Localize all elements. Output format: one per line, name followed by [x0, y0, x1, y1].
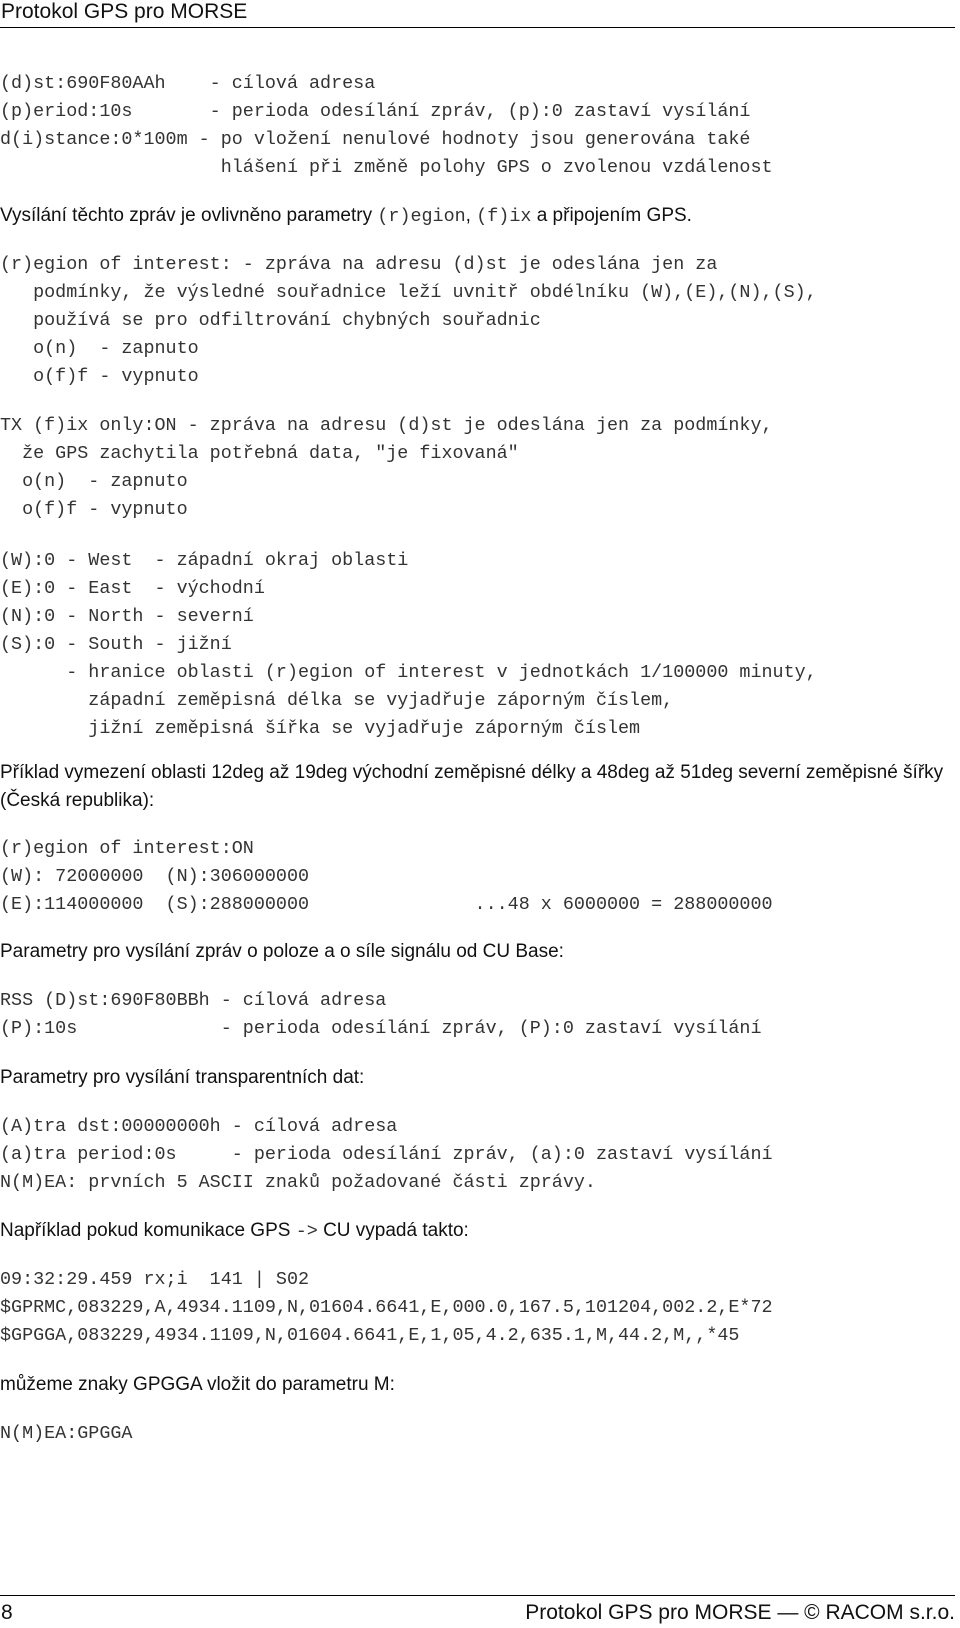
gps-arrow-code: ->: [295, 1221, 318, 1242]
paragraph-gps-communication: [0, 1217, 469, 1246]
paragraph-influence: [0, 202, 692, 231]
code-block-region-example: (r)egion of interest:ON (W): 72000000 (N):306000000 (E):114000000 (S):288000000 ...48 x 6000000 = 288000000: [0, 838, 773, 915]
paragraph-transparent-parameters: Parametry pro vysílání transparentních dat:: [0, 1067, 365, 1088]
code-block-region-bounds: (W):0 - West - západní okraj oblasti (E):0 - East - východní (N):0 - North - severní (S):0 - South - jižní - hranice oblasti (r)egion of interest v jednotkách 1/100000 minuty, západní zeměpisná délka se vyjadřuje záporným číslem, jižní zeměpisná šířka se vyjadřuje záporným číslem: [0, 550, 817, 739]
gps-text-before: Například pokud komunikace GPS: [0, 1220, 296, 1241]
influence-fix-code: (f)ix: [476, 206, 532, 227]
code-block-nmea: N(M)EA:GPGGA: [0, 1423, 133, 1444]
code-block-fix-only: TX (f)ix only:ON - zpráva na adresu (d)st je odeslána jen za podmínky, že GPS zachytila potřebná data, "je fixovaná" o(n) - zapnuto o(f)f - vypnuto: [0, 415, 773, 520]
page-number: 8: [1, 1601, 13, 1624]
gps-text-after: CU vypadá takto:: [317, 1220, 469, 1241]
code-block-region-of-interest: (r)egion of interest: - zpráva na adresu (d)st je odeslána jen za podmínky, že výsledné souřadnice leží uvnitř obdélníku (W),(E),(N),(S), používá se pro odfiltrování chybných souřadnic o(n) - zapnuto o(f)f - vypnuto: [0, 254, 817, 387]
header-title: Protokol GPS pro MORSE: [1, 0, 248, 23]
page-footer: [0, 1595, 955, 1628]
influence-text-after: a připojením GPS.: [531, 205, 692, 226]
page-header: [0, 0, 955, 28]
paragraph-region-example: Příklad vymezení oblasti 12deg až 19deg východní zeměpisné délky a 48deg až 51deg severní zeměpisné šířky (Česká republika):: [0, 762, 944, 811]
paragraph-insert-parameter: můžeme znaky GPGGA vložit do parametru M:: [0, 1374, 395, 1395]
influence-comma: ,: [465, 205, 477, 226]
code-block-destination-period-distance: (d)st:690F80AAh - cílová adresa (p)eriod:10s - perioda odesílání zpráv, (p):0 zastaví vysílání d(i)stance:0*100m - po vložení nenulové hodnoty jsou generována také hlášení při změně polohy GPS o zvolenou vzdálenost: [0, 73, 773, 178]
code-block-rss: RSS (D)st:690F80BBh - cílová adresa (P):10s - perioda odesílání zpráv, (P):0 zastaví vysílání: [0, 990, 762, 1039]
paragraph-rss-parameters: Parametry pro vysílání zpráv o poloze a o síle signálu od CU Base:: [0, 941, 564, 962]
influence-region-code: (r)egion: [377, 206, 466, 227]
code-block-gps-log: 09:32:29.459 rx;i 141 | S02 $GPRMC,083229,A,4934.1109,N,01604.6641,E,000.0,167.5,101204,002.2,E*72 $GPGGA,083229,4934.1109,N,01604.6641,E,1,05,4.2,635.1,M,44.2,M,,*45: [0, 1269, 773, 1346]
code-block-transparent: (A)tra dst:00000000h - cílová adresa (a)tra period:0s - perioda odesílání zpráv, (a):0 zastaví vysílání N(M)EA: prvních 5 ASCII znaků požadované části zprávy.: [0, 1116, 773, 1193]
influence-text-before: Vysílání těchto zpráv je ovlivněno parametry: [0, 205, 378, 226]
footer-document-title: Protokol GPS pro MORSE — © RACOM s.r.o.: [525, 1601, 955, 1624]
